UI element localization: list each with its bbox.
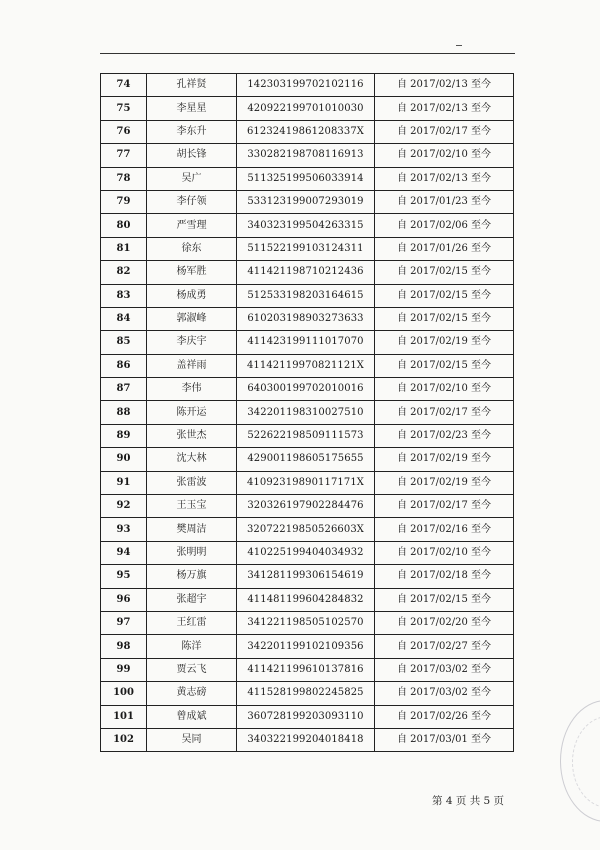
row-number: 89: [101, 424, 147, 447]
row-number: 88: [101, 401, 147, 424]
person-name: 王红雷: [147, 611, 237, 634]
id-number: 429001198605175655: [237, 448, 375, 471]
id-number: 340322199204018418: [237, 728, 375, 751]
roster-table: [100, 73, 514, 752]
page-number: 第 4 页 共 5 页: [432, 795, 505, 807]
table-row: [101, 354, 514, 377]
table-row: [101, 190, 514, 213]
person-name: 胡长锋: [147, 144, 237, 167]
table-row: [101, 611, 514, 634]
id-number: 360728199203093110: [237, 705, 375, 728]
header-mark: [456, 45, 462, 46]
start-date: 自 2017/02/13 至今: [375, 97, 514, 120]
table-row: [101, 284, 514, 307]
person-name: 张雷波: [147, 471, 237, 494]
person-name: 王玉宝: [147, 495, 237, 518]
start-date: 自 2017/02/18 至今: [375, 565, 514, 588]
start-date: 自 2017/02/17 至今: [375, 495, 514, 518]
row-number: 87: [101, 378, 147, 401]
table-row: [101, 588, 514, 611]
id-number: 32072219850526603X: [237, 518, 375, 541]
table-row: [101, 495, 514, 518]
person-name: 吴广: [147, 167, 237, 190]
start-date: 自 2017/02/26 至今: [375, 705, 514, 728]
start-date: 自 2017/02/13 至今: [375, 74, 514, 97]
table-row: [101, 448, 514, 471]
row-number: 102: [101, 728, 147, 751]
id-number: 411481199604284832: [237, 588, 375, 611]
person-name: 贾云飞: [147, 658, 237, 681]
id-number: 610203198903273633: [237, 307, 375, 330]
start-date: 自 2017/03/02 至今: [375, 682, 514, 705]
person-name: 徐东: [147, 237, 237, 260]
row-number: 100: [101, 682, 147, 705]
id-number: 411423199111017070: [237, 331, 375, 354]
row-number: 93: [101, 518, 147, 541]
row-number: 85: [101, 331, 147, 354]
person-name: 黄志磅: [147, 682, 237, 705]
start-date: 自 2017/02/15 至今: [375, 261, 514, 284]
person-name: 李星星: [147, 97, 237, 120]
start-date: 自 2017/02/17 至今: [375, 120, 514, 143]
start-date: 自 2017/02/27 至今: [375, 635, 514, 658]
person-name: 李东升: [147, 120, 237, 143]
table-row: [101, 471, 514, 494]
table-row: [101, 541, 514, 564]
start-date: 自 2017/02/17 至今: [375, 401, 514, 424]
row-number: 91: [101, 471, 147, 494]
table-row: [101, 214, 514, 237]
person-name: 杨成勇: [147, 284, 237, 307]
person-name: 陈开运: [147, 401, 237, 424]
id-number: 342201199102109356: [237, 635, 375, 658]
id-number: 341221198505102570: [237, 611, 375, 634]
person-name: 张明明: [147, 541, 237, 564]
row-number: 86: [101, 354, 147, 377]
table-row: [101, 728, 514, 751]
table-row: [101, 565, 514, 588]
table-row: [101, 658, 514, 681]
start-date: 自 2017/02/10 至今: [375, 144, 514, 167]
person-name: 吴同: [147, 728, 237, 751]
start-date: 自 2017/02/13 至今: [375, 167, 514, 190]
person-name: 杨军胜: [147, 261, 237, 284]
id-number: 640300199702010016: [237, 378, 375, 401]
start-date: 自 2017/02/10 至今: [375, 541, 514, 564]
row-number: 79: [101, 190, 147, 213]
row-number: 81: [101, 237, 147, 260]
row-number: 101: [101, 705, 147, 728]
id-number: 420922199701010030: [237, 97, 375, 120]
id-number: 340323199504263315: [237, 214, 375, 237]
table-row: [101, 97, 514, 120]
id-number: 142303199702102116: [237, 74, 375, 97]
id-number: 41092319890117171X: [237, 471, 375, 494]
row-number: 74: [101, 74, 147, 97]
table-row: [101, 635, 514, 658]
start-date: 自 2017/01/26 至今: [375, 237, 514, 260]
row-number: 95: [101, 565, 147, 588]
table-row: [101, 237, 514, 260]
id-number: 512533198203164615: [237, 284, 375, 307]
person-name: 李庆宇: [147, 331, 237, 354]
person-name: 郭淑峰: [147, 307, 237, 330]
id-number: 522622198509111573: [237, 424, 375, 447]
row-number: 92: [101, 495, 147, 518]
start-date: 自 2017/02/06 至今: [375, 214, 514, 237]
row-number: 97: [101, 611, 147, 634]
table-row: [101, 144, 514, 167]
row-number: 90: [101, 448, 147, 471]
person-name: 沈大林: [147, 448, 237, 471]
start-date: 自 2017/02/23 至今: [375, 424, 514, 447]
table-row: [101, 307, 514, 330]
table-row: [101, 261, 514, 284]
row-number: 76: [101, 120, 147, 143]
start-date: 自 2017/02/15 至今: [375, 284, 514, 307]
start-date: 自 2017/02/10 至今: [375, 378, 514, 401]
person-name: 李伟: [147, 378, 237, 401]
start-date: 自 2017/02/20 至今: [375, 611, 514, 634]
person-name: 盖祥雨: [147, 354, 237, 377]
person-name: 陈洋: [147, 635, 237, 658]
row-number: 78: [101, 167, 147, 190]
row-number: 75: [101, 97, 147, 120]
table-row: [101, 424, 514, 447]
table-row: [101, 167, 514, 190]
person-name: 杨万旗: [147, 565, 237, 588]
id-number: 61232419861208337X: [237, 120, 375, 143]
start-date: 自 2017/03/01 至今: [375, 728, 514, 751]
id-number: 411528199802245825: [237, 682, 375, 705]
row-number: 77: [101, 144, 147, 167]
person-name: 孔祥贤: [147, 74, 237, 97]
table-row: [101, 518, 514, 541]
table-row: [101, 331, 514, 354]
header-rule: [100, 53, 515, 54]
id-number: 511325199506033914: [237, 167, 375, 190]
start-date: 自 2017/02/19 至今: [375, 331, 514, 354]
start-date: 自 2017/01/23 至今: [375, 190, 514, 213]
id-number: 320326197902284476: [237, 495, 375, 518]
table-row: [101, 120, 514, 143]
row-number: 82: [101, 261, 147, 284]
person-name: 李仔领: [147, 190, 237, 213]
id-number: 41142119970821121X: [237, 354, 375, 377]
table-row: [101, 74, 514, 97]
id-number: 410225199404034932: [237, 541, 375, 564]
table-row: [101, 705, 514, 728]
row-number: 94: [101, 541, 147, 564]
start-date: 自 2017/02/19 至今: [375, 448, 514, 471]
start-date: 自 2017/02/15 至今: [375, 307, 514, 330]
person-name: 曾成斌: [147, 705, 237, 728]
person-name: 樊周洁: [147, 518, 237, 541]
start-date: 自 2017/03/02 至今: [375, 658, 514, 681]
start-date: 自 2017/02/16 至今: [375, 518, 514, 541]
id-number: 411421199610137816: [237, 658, 375, 681]
id-number: 342201198310027510: [237, 401, 375, 424]
person-name: 严雪理: [147, 214, 237, 237]
row-number: 84: [101, 307, 147, 330]
row-number: 96: [101, 588, 147, 611]
id-number: 533123199007293019: [237, 190, 375, 213]
roster-body: [101, 74, 514, 752]
row-number: 98: [101, 635, 147, 658]
id-number: 330282198708116913: [237, 144, 375, 167]
table-row: [101, 682, 514, 705]
start-date: 自 2017/02/15 至今: [375, 354, 514, 377]
table-row: [101, 401, 514, 424]
row-number: 80: [101, 214, 147, 237]
id-number: 411421198710212436: [237, 261, 375, 284]
person-name: 张超宇: [147, 588, 237, 611]
start-date: 自 2017/02/19 至今: [375, 471, 514, 494]
id-number: 511522199103124311: [237, 237, 375, 260]
table-row: [101, 378, 514, 401]
row-number: 99: [101, 658, 147, 681]
id-number: 341281199306154619: [237, 565, 375, 588]
person-name: 张世杰: [147, 424, 237, 447]
start-date: 自 2017/02/15 至今: [375, 588, 514, 611]
row-number: 83: [101, 284, 147, 307]
